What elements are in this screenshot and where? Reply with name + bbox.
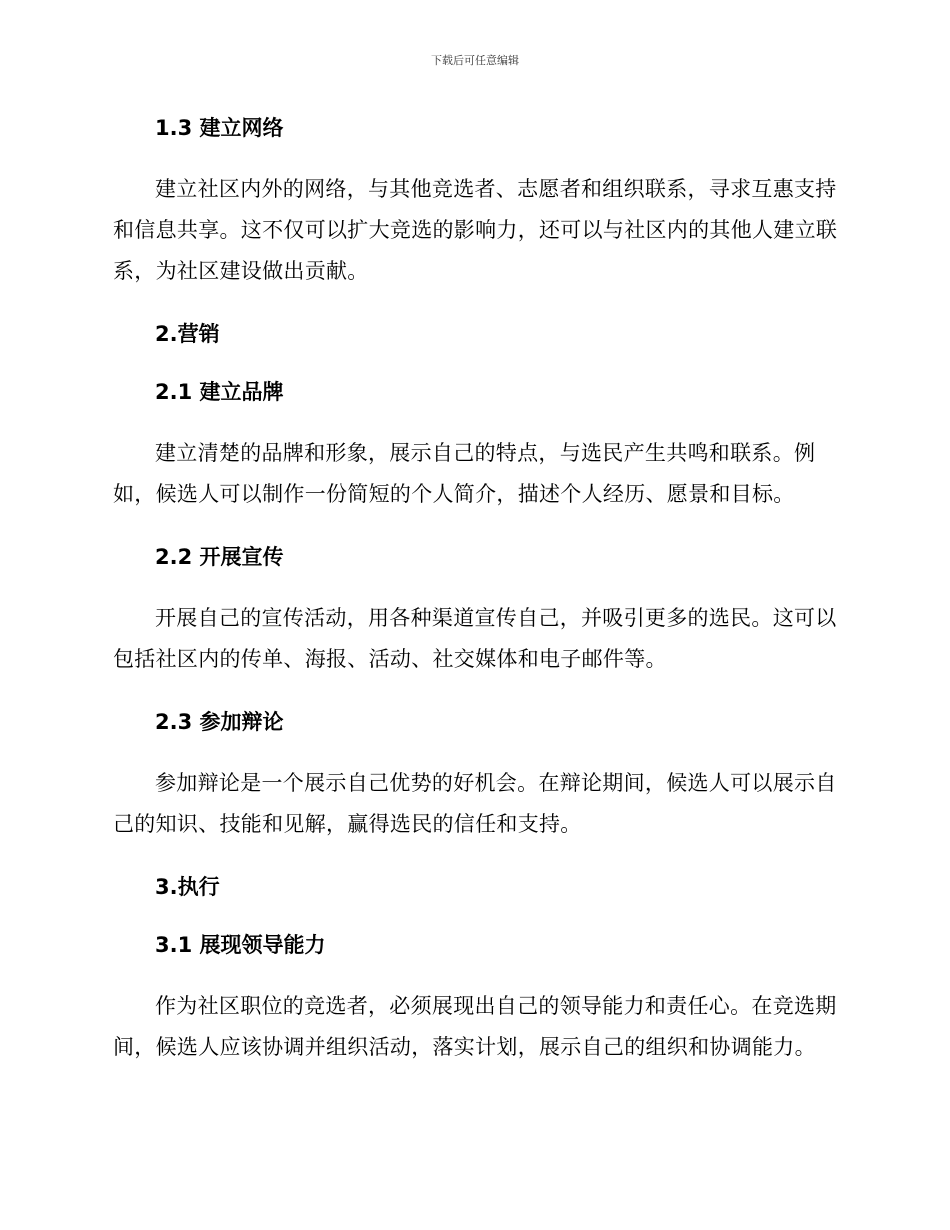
page-header: 下载后可任意编辑 [431, 54, 519, 67]
section-heading-2-2: 2.2 开展宣传 [155, 545, 284, 569]
paragraph-debate: 参加辩论是一个展示自己优势的好机会。在辩论期间，候选人可以展示自己的知识、技能和见解，赢得选民的信任和支持。 [113, 771, 837, 836]
paragraph-network: 建立社区内外的网络，与其他竞选者、志愿者和组织联系，寻求互惠支持和信息共享。这不仅可以扩大竞选的影响力，还可以与社区内的其他人建立联系，为社区建设做出贡献。 [113, 177, 838, 283]
section-heading-1-3: 1.3 建立网络 [155, 116, 284, 140]
document-body [113, 112, 841, 1068]
section-heading-2-1: 2.1 建立品牌 [155, 380, 284, 404]
section-heading-3-1: 3.1 展现领导能力 [155, 933, 326, 957]
paragraph-brand: 建立清楚的品牌和形象，展示自己的特点，与选民产生共鸣和联系。例如，候选人可以制作一份简短的个人简介，描述个人经历、愿景和目标。 [113, 441, 816, 506]
paragraph-leadership: 作为社区职位的竞选者，必须展现出自己的领导能力和责任心。在竞选期间，候选人应该协调并组织活动，落实计划，展示自己的组织和协调能力。 [113, 994, 837, 1059]
paragraph-promotion: 开展自己的宣传活动，用各种渠道宣传自己，并吸引更多的选民。这可以包括社区内的传单、海报、活动、社交媒体和电子邮件等。 [113, 606, 837, 671]
section-heading-3: 3.执行 [155, 875, 220, 899]
section-heading-2-3: 2.3 参加辩论 [155, 710, 284, 734]
section-heading-2: 2.营销 [155, 322, 220, 346]
